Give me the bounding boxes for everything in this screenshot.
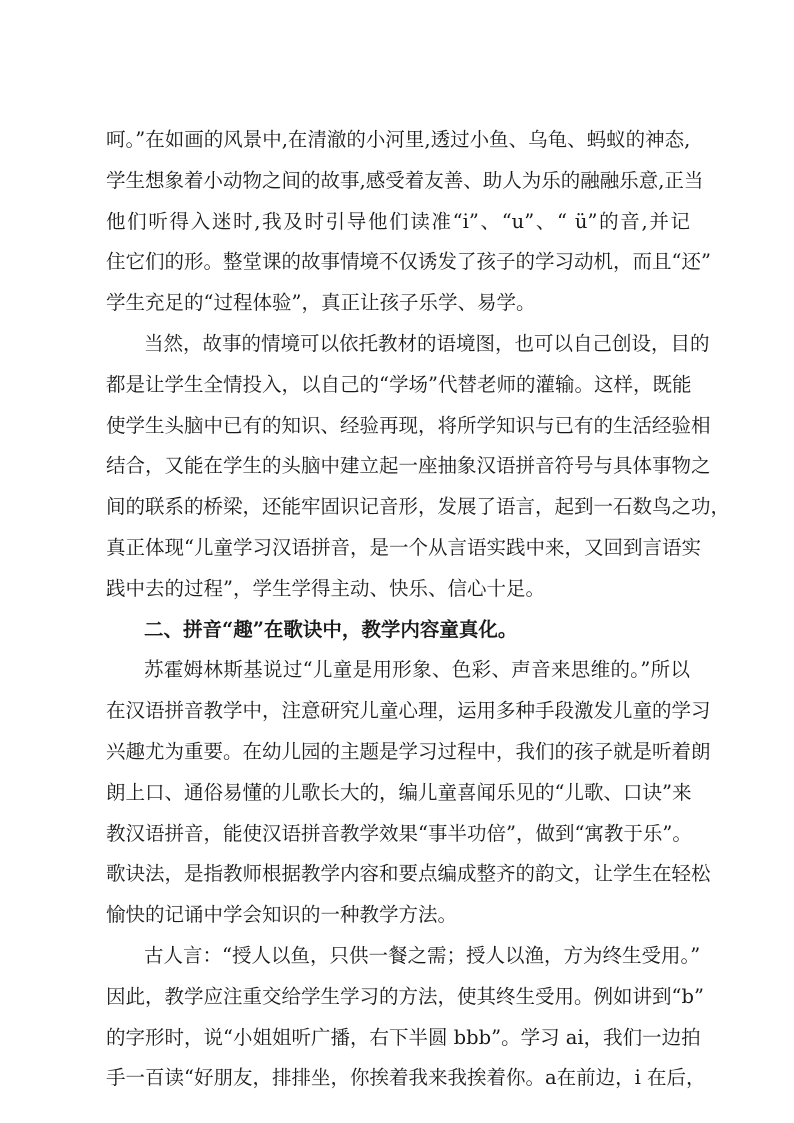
text-line: 手一百读“好朋友，排排坐，你挨着我来我挨着你。a在前边，i 在后， — [106, 1066, 706, 1090]
text-line: 结合，又能在学生的头脑中建立起一座抽象汉语拼音符号与具体事物之 — [106, 454, 711, 478]
text-line: 学生充足的“过程体验”，真正让孩子乐学、易学。 — [106, 291, 536, 315]
text-line: 在汉语拼音教学中，注意研究儿童心理，运用多种手段激发儿童的学习 — [106, 699, 711, 723]
text-line: 朗上口、通俗易懂的儿歌长大的，编儿童喜闻乐见的“儿歌、口诀”来 — [106, 780, 692, 804]
text-line: 间的联系的桥梁，还能牢固识记音形，发展了语言，起到一石数鸟之功， — [106, 495, 731, 519]
paragraph-first-line: 当然，故事的情境可以依托教材的语境图，也可以自己创设，目的 — [144, 331, 710, 355]
paragraph-first-line: 古人言：“授人以鱼，只供一餐之需；授人以渔，方为终生受用。” — [144, 943, 701, 967]
text-line: 教汉语拼音，能使汉语拼音教学效果“事半功倍”，做到“寓教于乐”。 — [106, 821, 692, 845]
text-line: 因此，教学应注重交给学生学习的方法，使其终生受用。例如讲到“b” — [106, 984, 704, 1008]
text-line: 歌诀法，是指教师根据教学内容和要点编成整齐的韵文，让学生在轻松 — [106, 862, 711, 886]
text-line: 学生想象着小动物之间的故事,感受着友善、助人为乐的融融乐意,正当 — [106, 168, 704, 192]
paragraph-first-line: 苏霍姆林斯基说过“儿童是用形象、色彩、声音来思维的。”所以 — [144, 658, 690, 682]
section-heading: 二、拼音“趣”在歌诀中，教学内容童真化。 — [144, 617, 518, 641]
text-line: 践中去的过程”，学生学得主动、快乐、信心十足。 — [106, 576, 545, 600]
text-line: 都是让学生全情投入，以自己的“学场”代替老师的灌输。这样，既能 — [106, 372, 692, 396]
text-line: 兴趣尤为重要。在幼儿园的主题是学习过程中，我们的孩子就是听着朗 — [106, 739, 711, 763]
text-line: 真正体现“儿童学习汉语拼音，是一个从言语实践中来，又回到言语实 — [106, 535, 701, 559]
text-line: 他们听得入迷时,我及时引导他们读准“i”、“u”、“ ü”的音,并记 — [106, 209, 690, 233]
text-line: 愉快的记诵中学会知识的一种教学方法。 — [106, 903, 458, 927]
text-line: 住它们的形。整堂课的故事情境不仅诱发了孩子的学习动机，而且“还” — [106, 250, 711, 274]
document-body — [106, 120, 731, 1099]
text-line: 呵。”在如画的风景中,在清澈的小河里,透过小鱼、乌龟、蚂蚁的神态, — [106, 128, 691, 151]
text-line: 的字形时，说“小姐姐听广播，右下半圆 bbb”。学习 ai，我们一边拍 — [106, 1025, 701, 1049]
text-line: 使学生头脑中已有的知识、经验再现，将所学知识与已有的生活经验相 — [106, 413, 711, 437]
